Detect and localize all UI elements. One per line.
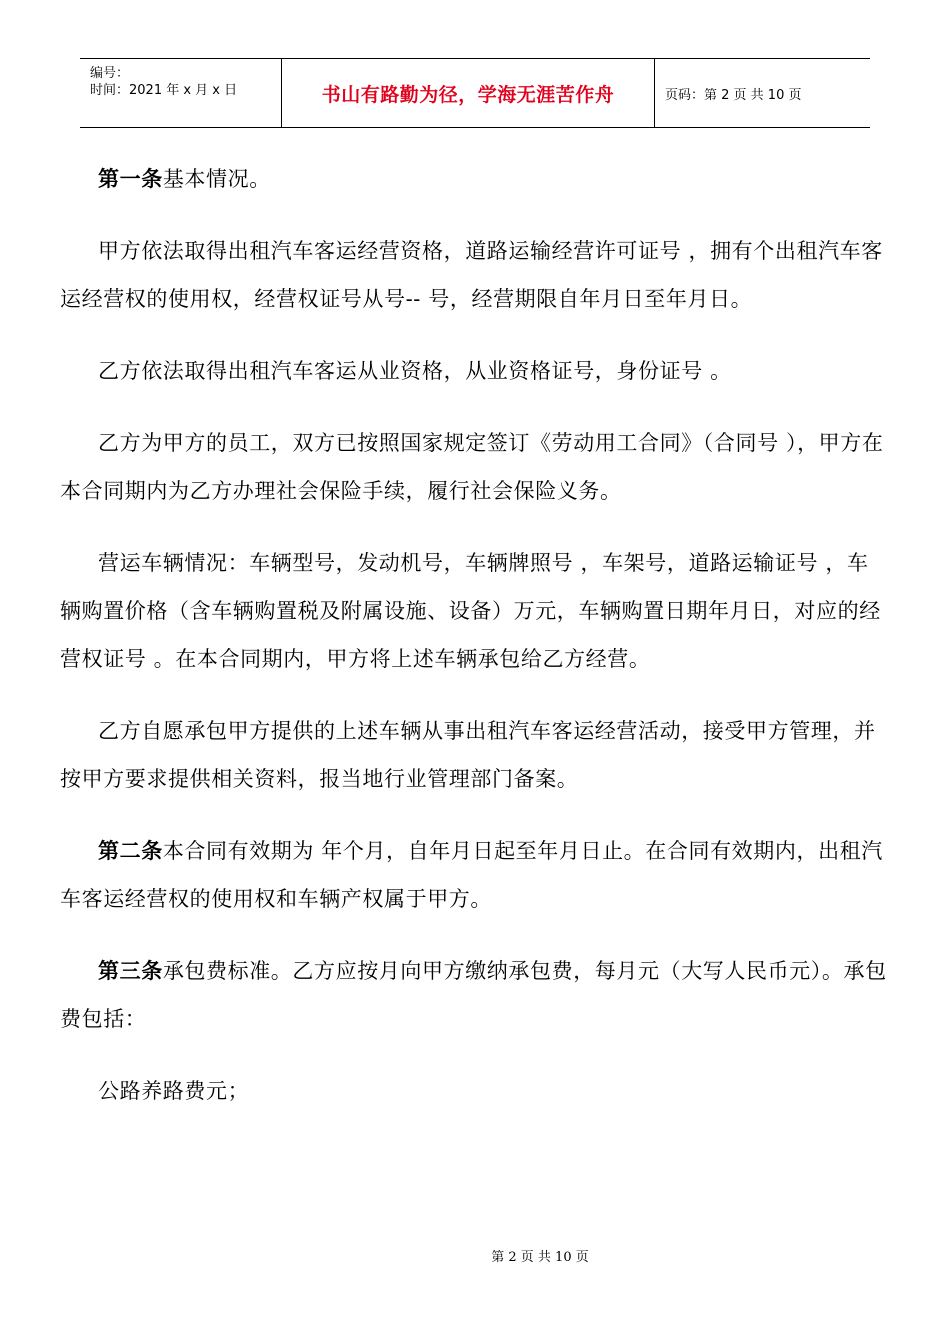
paragraph-article-3 [60,947,890,1043]
paragraph-text: 甲方依法取得出租汽车客运经营资格，道路运输经营许可证号 ，拥有个出租汽车客运经营权的使用权，经营权证号从号-- 号，经营期限自年月日至年月日。 [60,239,883,311]
paragraph-text: 公路养路费元； [98,1079,250,1103]
paragraph [60,419,890,515]
article-heading: 第一条 [98,166,163,191]
paragraph [60,1067,890,1115]
page-footer [0,1246,950,1265]
paragraph [60,347,890,395]
document-time-label: 时间：2021 年 x 月 x 日 [90,83,238,98]
article-heading: 第二条 [98,838,163,863]
footer-page-number: 第 2 页 共 10 页 [491,1250,589,1265]
paragraph-text: 本合同有效期为 年个月，自年月日起至年月日止。在合同有效期内，出租汽车客运经营权的使用权和车辆产权属于甲方。 [60,839,883,911]
paragraph-text: 承包费标准。乙方应按月向甲方缴纳承包费，每月元（大写人民币元）。承包费包括： [60,959,887,1031]
paragraph-text: 乙方自愿承包甲方提供的上述车辆从事出租汽车客运经营活动，接受甲方管理，并按甲方要求提供相关资料，报当地行业管理部门备案。 [60,719,876,791]
header-page-info: 页码：第 2 页 共 10 页 [665,87,802,103]
document-body [60,155,890,1139]
paragraph-text: 基本情况。 [162,167,271,191]
paragraph-text: 乙方为甲方的员工，双方已按照国家规定签订《劳动用工合同》（合同号 ），甲方在本合同期内为乙方办理社会保险手续，履行社会保险义务。 [60,431,884,503]
header-motto: 书山有路勤为径，学海无涯苦作舟 [282,59,655,127]
paragraph-text: 营运车辆情况：车辆型号，发动机号，车辆牌照号 ，车架号，道路运输证号 ，车辆购置价格（含车辆购置税及附属设施、设备）万元，车辆购置日期年月日，对应的经营权证号 。在本合同期内，甲方将上述车辆承包给乙方经营。 [60,551,881,671]
paragraph-article-2 [60,827,890,923]
paragraph-text: 乙方依法取得出租汽车客运从业资格，从业资格证号，身份证号 。 [98,359,732,383]
document-number-label: 编号： [90,66,130,81]
paragraph [60,707,890,803]
paragraph [60,227,890,323]
page-header [80,58,870,128]
header-meta [80,59,282,127]
article-heading: 第三条 [98,958,163,983]
paragraph [60,539,890,683]
paragraph-article-1 [60,155,890,203]
